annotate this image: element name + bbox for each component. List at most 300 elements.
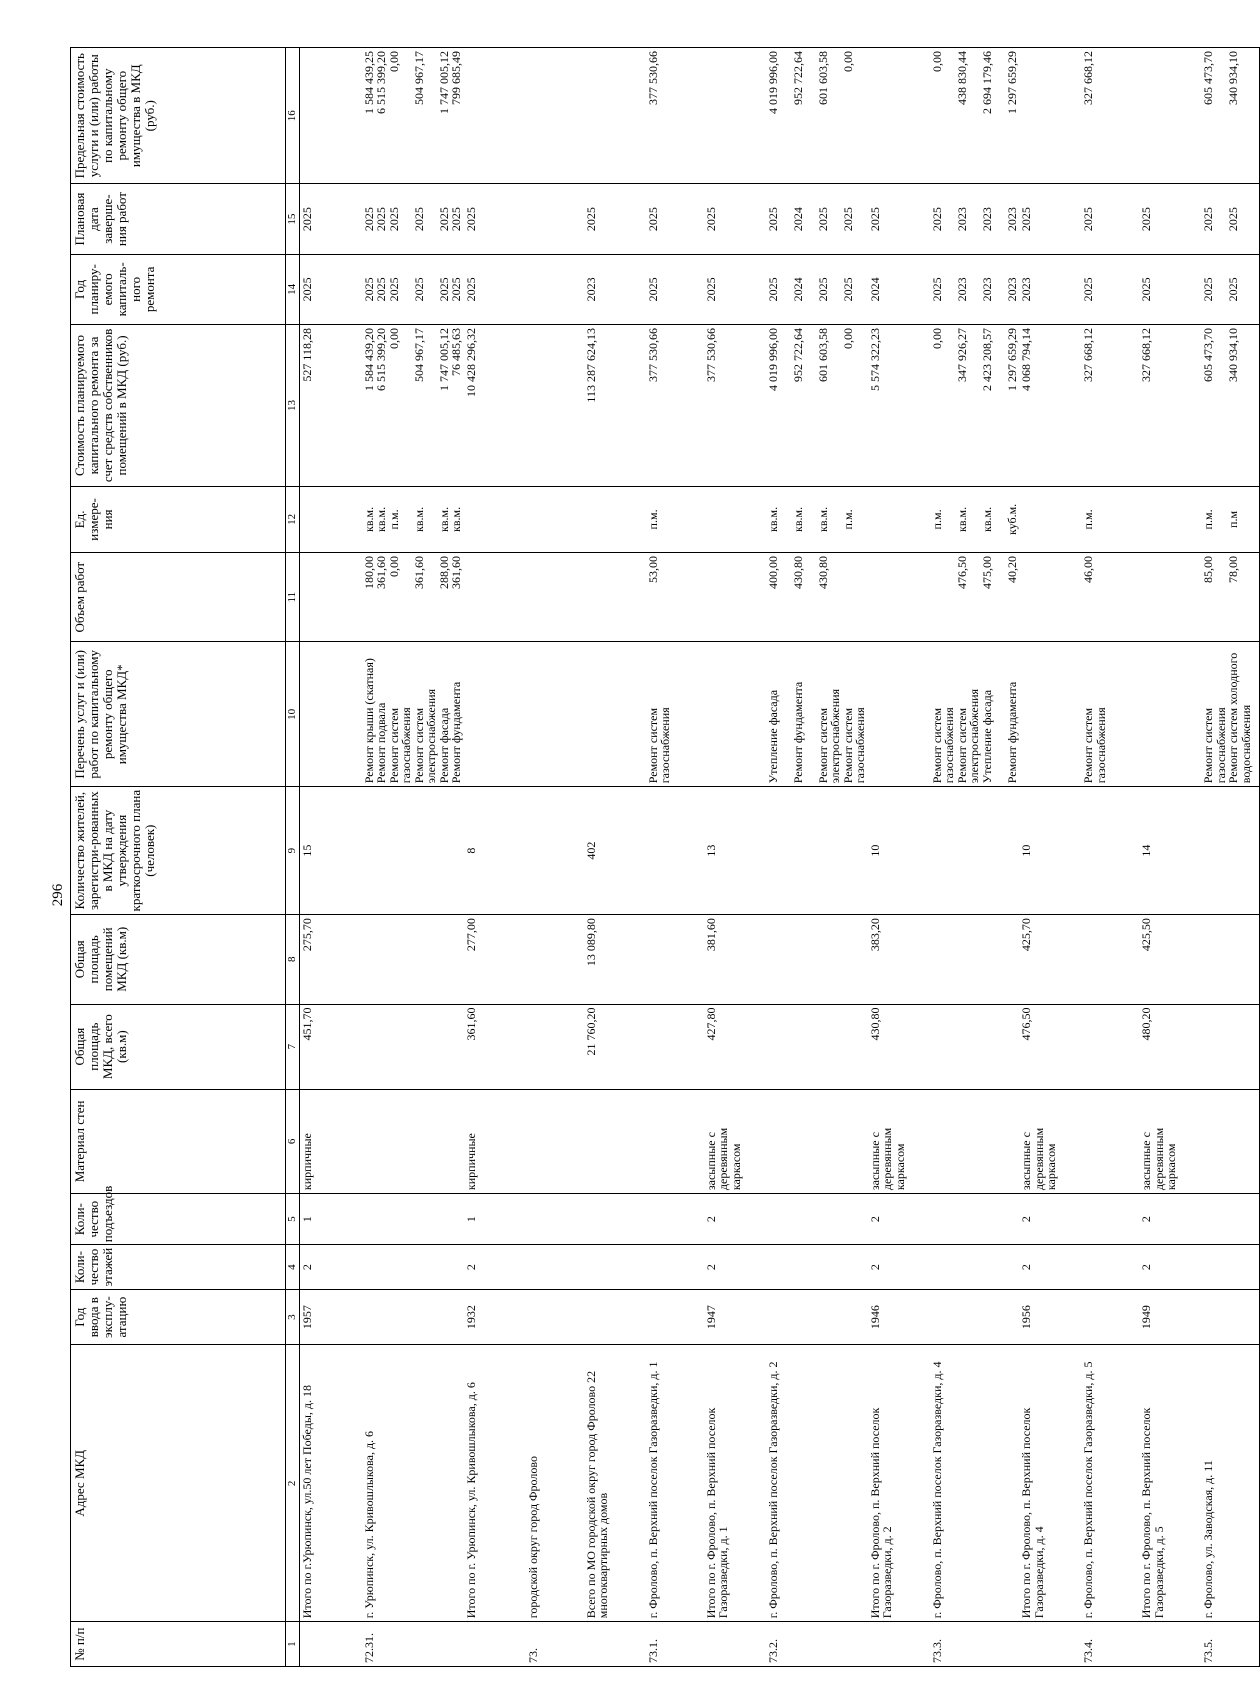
table-cell-col-13 xyxy=(930,325,1020,487)
table-row xyxy=(868,48,930,1667)
cell-line: кв.м. xyxy=(361,506,376,532)
cell-line: Итого по г. Фролово, п. Верхний поселок Газоразведки, д. 5 xyxy=(1139,1407,1166,1619)
cell-line: 430,80 xyxy=(867,1007,882,1041)
cell-line: 10 xyxy=(1019,844,1033,857)
cell-line: г. Фролово, ул. Заводская, д. 11 xyxy=(1201,1460,1215,1619)
cell-line xyxy=(869,1625,882,1663)
cell-line: 2 xyxy=(1019,1216,1033,1223)
cell-line: куб.м. xyxy=(1004,503,1019,536)
table-row xyxy=(584,48,646,1667)
cell-line xyxy=(527,556,540,638)
cell-line xyxy=(363,1248,376,1286)
cell-line: 952 722,64 xyxy=(790,328,805,383)
table-cell-col-16 xyxy=(464,48,526,184)
table-row xyxy=(704,48,766,1667)
table-cell-col-1 xyxy=(1139,1622,1201,1667)
cell-line xyxy=(1020,1625,1033,1663)
table-cell-col-13 xyxy=(1081,325,1139,487)
table-cell-col-9 xyxy=(766,787,868,915)
cell-line xyxy=(585,1248,598,1286)
table-cell-col-7 xyxy=(930,1004,1020,1089)
header-row xyxy=(71,48,286,1667)
table-cell-col-4 xyxy=(362,1245,464,1290)
cell-line xyxy=(931,1248,944,1286)
cell-line xyxy=(1202,790,1215,911)
cell-line: 0,00 xyxy=(840,328,855,350)
cell-line: 361,60 xyxy=(463,1007,478,1041)
cell-line: Ремонт систем электроснабжения xyxy=(954,688,981,784)
column-number-13: 13 xyxy=(286,325,300,487)
cell-line xyxy=(931,790,944,911)
table-cell-col-12 xyxy=(1019,486,1081,552)
table-cell-col-16 xyxy=(300,48,362,184)
page-number-text: 296 xyxy=(50,883,66,907)
table-cell-col-2 xyxy=(584,1345,646,1622)
table-cell-col-14 xyxy=(464,254,526,324)
cell-line: 451,70 xyxy=(300,1007,314,1041)
cell-line: 6 515 399,20 xyxy=(374,51,388,114)
cell-line: 2 423 208,57 xyxy=(979,328,994,392)
cell-line: 0,00 xyxy=(386,555,401,577)
cell-line: 1 747 005,12 xyxy=(436,51,451,114)
cell-line: 475,00 xyxy=(979,555,994,589)
table-cell-col-2 xyxy=(464,1345,526,1622)
cell-line: 40,20 xyxy=(1004,555,1019,583)
cell-line: 2025 xyxy=(1226,207,1240,232)
cell-line: 1 xyxy=(300,1216,314,1223)
cell-line: 8 xyxy=(463,847,478,854)
cell-line: Ремонт фундамента xyxy=(790,681,805,784)
cell-line: 2 xyxy=(703,1216,718,1223)
table-cell-col-16 xyxy=(1019,48,1081,184)
cell-line: 2025 xyxy=(436,277,451,302)
cell-line: 427,80 xyxy=(703,1007,718,1041)
cell-line: 2025 xyxy=(300,277,314,302)
table-cell-col-10 xyxy=(584,642,646,787)
table-cell-col-5 xyxy=(1139,1194,1201,1245)
table-cell-col-10 xyxy=(930,642,1020,787)
table-cell-col-1 xyxy=(526,1622,584,1667)
cell-line xyxy=(931,556,944,638)
table-cell-col-7 xyxy=(766,1004,868,1089)
table-cell-col-12 xyxy=(646,486,704,552)
cell-line: 5 574 322,23 xyxy=(867,328,882,392)
table-cell-col-11 xyxy=(526,552,584,641)
table-cell-col-9 xyxy=(930,787,1020,915)
column-header-10: Перечень услуг и (или) работ по капитальному ремонту общего имущества МКД* xyxy=(71,642,286,787)
cell-line xyxy=(400,258,413,321)
cell-line: Итого по г.Урюпинск, ул.50 лет Победы, д. 18 xyxy=(300,1384,314,1619)
cell-line: 2025 xyxy=(703,277,718,302)
cell-line xyxy=(767,790,780,911)
cell-line: п.м. xyxy=(386,509,401,530)
cell-line xyxy=(842,556,855,638)
cell-line: 2025 xyxy=(929,207,944,232)
cell-line xyxy=(943,187,956,250)
cell-line xyxy=(647,918,660,1000)
cell-line xyxy=(585,490,598,549)
table-cell-col-10 xyxy=(1019,642,1081,787)
cell-line: 2025 xyxy=(411,207,426,232)
table-cell-col-4 xyxy=(868,1245,930,1290)
table-cell-col-7 xyxy=(1139,1004,1201,1089)
table-cell-col-11 xyxy=(584,552,646,641)
table-cell-col-9 xyxy=(704,787,766,915)
table-cell-col-15 xyxy=(300,184,362,254)
cell-line xyxy=(647,1248,660,1286)
table-cell-col-15 xyxy=(1019,184,1081,254)
cell-line: 0,00 xyxy=(386,328,401,350)
column-header-6: Материал стен xyxy=(71,1089,286,1193)
cell-line: кв.м. xyxy=(436,506,451,532)
cell-line: 10 xyxy=(867,844,882,857)
table-cell-col-2 xyxy=(300,1345,362,1622)
table-cell-col-3 xyxy=(646,1289,704,1344)
cell-line: 2024 xyxy=(790,207,805,232)
table-cell-col-4 xyxy=(464,1245,526,1290)
cell-line xyxy=(585,1197,598,1241)
cell-line: 2025 xyxy=(463,207,478,232)
cell-line xyxy=(854,187,867,250)
cell-line xyxy=(1202,918,1215,1000)
cell-line: 527 118,28 xyxy=(300,328,314,382)
cell-line xyxy=(804,328,817,483)
table-cell-col-13 xyxy=(464,325,526,487)
column-number-15: 15 xyxy=(286,184,300,254)
column-header-13: Стоимость планируемого капитального ремонта за счет средств собственников помещений в МКД (руб.) xyxy=(71,325,286,487)
table-cell-col-16 xyxy=(704,48,766,184)
cell-line: 2025 xyxy=(840,207,855,232)
cell-line: 2025 xyxy=(703,207,718,232)
table-cell-col-10 xyxy=(362,642,464,787)
table-cell-col-3 xyxy=(300,1289,362,1344)
cell-line: 78,00 xyxy=(1226,555,1240,583)
cell-line: 2 xyxy=(1139,1264,1153,1271)
cell-line xyxy=(647,1197,660,1241)
cell-line xyxy=(363,1093,376,1190)
cell-line xyxy=(1140,51,1153,180)
cell-line: Ремонт фундамента xyxy=(1004,681,1019,784)
cell-line xyxy=(804,51,817,180)
table-cell-col-8 xyxy=(584,915,646,1004)
cell-line: 46,00 xyxy=(1081,555,1095,583)
table-cell-col-11 xyxy=(300,552,362,641)
cell-line xyxy=(869,556,882,638)
column-number-8: 8 xyxy=(286,915,300,1004)
cell-line: 14 xyxy=(1139,844,1153,857)
cell-line: 476,50 xyxy=(1019,1007,1033,1041)
table-cell-col-2 xyxy=(868,1345,930,1622)
cell-line: Утепление фасада xyxy=(765,689,780,784)
cell-line xyxy=(1020,51,1033,180)
cell-line: 400,00 xyxy=(765,555,780,589)
column-number-14: 14 xyxy=(286,254,300,324)
cell-line: 377 530,66 xyxy=(645,51,660,105)
cell-line: 504 967,17 xyxy=(411,328,426,383)
column-header-11: Объем работ xyxy=(71,552,286,641)
cell-line: 1932 xyxy=(463,1305,478,1330)
table-cell-col-8 xyxy=(1019,915,1081,1004)
cell-line xyxy=(968,556,981,638)
column-number-7: 7 xyxy=(286,1004,300,1089)
cell-line: 480,20 xyxy=(1139,1007,1153,1041)
cell-line: 361,60 xyxy=(374,555,388,589)
cell-line xyxy=(1082,1093,1095,1190)
column-number-3: 3 xyxy=(286,1289,300,1344)
cell-line: 1 xyxy=(463,1216,478,1223)
cell-line xyxy=(767,1093,780,1190)
cell-line xyxy=(400,187,413,250)
cell-line xyxy=(943,51,956,180)
table-cell-col-14 xyxy=(930,254,1020,324)
table-cell-col-5 xyxy=(930,1194,1020,1245)
cell-line xyxy=(993,258,1006,321)
table-cell-col-3 xyxy=(584,1289,646,1344)
table-cell-col-5 xyxy=(362,1194,464,1245)
table-cell-col-8 xyxy=(526,915,584,1004)
cell-line: 2023 xyxy=(1004,207,1019,232)
cell-line: Ремонт систем газоснабжения xyxy=(1081,707,1108,784)
table-cell-col-3 xyxy=(362,1289,464,1344)
cell-line: 2025 xyxy=(1201,207,1215,232)
cell-line: 2023 xyxy=(954,207,969,232)
table-cell-col-3 xyxy=(526,1289,584,1344)
cell-line xyxy=(869,490,882,549)
cell-line: кв.м. xyxy=(765,506,780,532)
cell-line: 1 297 659,29 xyxy=(1004,328,1019,392)
table-cell-col-6 xyxy=(300,1089,362,1193)
cell-line: Ремонт подвала xyxy=(374,702,388,784)
cell-line: Ремонт крыши (скатная) xyxy=(361,658,376,784)
cell-line: 85,00 xyxy=(1201,555,1215,583)
cell-line: Ремонт фасада xyxy=(436,707,451,784)
cell-line: 4 019 996,00 xyxy=(765,51,780,114)
cell-line xyxy=(968,490,981,549)
cell-line xyxy=(465,1625,478,1663)
table-cell-col-12 xyxy=(300,486,362,552)
cell-line: Ремонт систем газоснабжения xyxy=(840,707,867,784)
table-cell-col-6 xyxy=(464,1089,526,1193)
table-cell-col-11 xyxy=(1139,552,1201,641)
cell-line: г. Фролово, п. Верхний поселок Газоразведки, д. 2 xyxy=(765,1361,780,1619)
table-cell-col-9 xyxy=(1019,787,1081,915)
cell-line: 2025 xyxy=(1139,207,1153,232)
table-row xyxy=(1139,48,1201,1667)
table-cell-col-3 xyxy=(1081,1289,1139,1344)
table-cell-col-1 xyxy=(584,1622,646,1667)
table-cell-col-13 xyxy=(868,325,930,487)
cell-line: 73.1. xyxy=(645,1639,660,1663)
cell-line xyxy=(585,1293,598,1341)
cell-line: г. Фролово, п. Верхний поселок Газоразведки, д. 1 xyxy=(645,1361,660,1619)
table-cell-col-12 xyxy=(526,486,584,552)
table-cell-col-3 xyxy=(868,1289,930,1344)
cell-line: 2025 xyxy=(300,207,314,232)
table-cell-col-9 xyxy=(584,787,646,915)
cell-line: 1 584 439,25 xyxy=(361,51,376,114)
cell-line: 327 668,12 xyxy=(1081,328,1095,383)
table-cell-col-14 xyxy=(1139,254,1201,324)
cell-line: 13 089,80 xyxy=(583,918,598,967)
table-cell-col-14 xyxy=(704,254,766,324)
cell-line xyxy=(527,187,540,250)
table-cell-col-13 xyxy=(362,325,464,487)
table-cell-col-1 xyxy=(1081,1622,1139,1667)
table-cell-col-14 xyxy=(584,254,646,324)
column-header-9: Количество жителей, зарегистри-рованных в МКД на дату утверждения краткосрочного плана (человек) xyxy=(71,787,286,915)
cell-line xyxy=(1202,1093,1215,1190)
cell-line: 952 722,64 xyxy=(790,51,805,105)
cell-line: 2025 xyxy=(449,207,463,232)
cell-line xyxy=(705,51,718,180)
cell-line: 504 967,17 xyxy=(411,51,426,105)
cell-line: Утепление фасада xyxy=(979,689,994,784)
table-cell-col-14 xyxy=(362,254,464,324)
column-number-4: 4 xyxy=(286,1245,300,1290)
cell-line xyxy=(1140,556,1153,638)
table-cell-col-7 xyxy=(464,1004,526,1089)
cell-line xyxy=(779,258,792,321)
cell-line: 2025 xyxy=(374,277,388,302)
cell-line xyxy=(1082,1197,1095,1241)
table-cell-col-11 xyxy=(766,552,868,641)
cell-line: 2025 xyxy=(449,277,463,302)
table-cell-col-8 xyxy=(1139,915,1201,1004)
cell-line xyxy=(647,1293,660,1341)
cell-line xyxy=(1082,790,1095,911)
table-cell-col-5 xyxy=(704,1194,766,1245)
table-cell-col-6 xyxy=(584,1089,646,1193)
cell-line: 2025 xyxy=(374,207,388,232)
table-cell-col-14 xyxy=(1201,254,1259,324)
table-cell-col-11 xyxy=(704,552,766,641)
table-cell-col-15 xyxy=(930,184,1020,254)
cell-line: 72.31. xyxy=(361,1633,376,1663)
table-cell-col-5 xyxy=(300,1194,362,1245)
table-body xyxy=(300,48,1260,1667)
table-cell-col-13 xyxy=(526,325,584,487)
table-cell-col-7 xyxy=(868,1004,930,1089)
table-cell-col-1 xyxy=(930,1622,1020,1667)
table-cell-col-6 xyxy=(526,1089,584,1193)
cell-line: 2 xyxy=(867,1264,882,1271)
cell-line: Ремонт систем газоснабжения xyxy=(1201,707,1228,784)
cell-line xyxy=(943,328,956,483)
cell-line xyxy=(993,490,1006,549)
cell-line: 76 485,63 xyxy=(449,328,463,377)
table-cell-col-2 xyxy=(646,1345,704,1622)
cell-line: Всего по МО городской округ город Фролово 22 многоквартирных домов xyxy=(583,1370,610,1619)
cell-line: 113 287 624,13 xyxy=(583,328,598,403)
column-number-row xyxy=(286,48,300,1667)
table-cell-col-16 xyxy=(1139,48,1201,184)
table-cell-col-11 xyxy=(646,552,704,641)
cell-line xyxy=(585,1093,598,1190)
table-cell-col-4 xyxy=(1081,1245,1139,1290)
table-cell-col-13 xyxy=(1139,325,1201,487)
table-cell-col-5 xyxy=(766,1194,868,1245)
table-cell-col-16 xyxy=(362,48,464,184)
cell-line: городской округ город Фролово xyxy=(525,1456,540,1619)
table-row xyxy=(766,48,868,1667)
cell-line xyxy=(767,918,780,1000)
table-cell-col-6 xyxy=(766,1089,868,1193)
cell-line: 327 668,12 xyxy=(1139,328,1153,383)
cell-line: 73.2. xyxy=(765,1639,780,1663)
cell-line: 2 xyxy=(1019,1264,1033,1271)
cell-line: Итого по г. Фролово, п. Верхний поселок Газоразведки, д. 4 xyxy=(1019,1407,1046,1619)
table-cell-col-15 xyxy=(362,184,464,254)
column-number-9: 9 xyxy=(286,787,300,915)
cell-line xyxy=(363,790,376,911)
table-cell-col-5 xyxy=(646,1194,704,1245)
table-cell-col-13 xyxy=(1019,325,1081,487)
column-number-12: 12 xyxy=(286,486,300,552)
table-cell-col-14 xyxy=(868,254,930,324)
table-cell-col-2 xyxy=(1019,1345,1081,1622)
cell-line: г. Фролово, п. Верхний поселок Газоразведки, д. 5 xyxy=(1081,1361,1095,1619)
table-cell-col-16 xyxy=(930,48,1020,184)
cell-line xyxy=(585,1625,598,1663)
table-cell-col-1 xyxy=(704,1622,766,1667)
cell-line xyxy=(363,1293,376,1341)
cell-line: 2025 xyxy=(361,207,376,232)
cell-line xyxy=(804,556,817,638)
cell-line: 2025 xyxy=(1019,207,1033,232)
table-cell-col-7 xyxy=(646,1004,704,1089)
cell-line: 2025 xyxy=(463,277,478,302)
table-cell-col-8 xyxy=(868,915,930,1004)
cell-line xyxy=(465,645,478,783)
table-cell-col-12 xyxy=(362,486,464,552)
cell-line: кв.м. xyxy=(449,506,463,532)
column-header-2: Адрес МКД xyxy=(71,1345,286,1622)
table-cell-col-4 xyxy=(766,1245,868,1290)
table-cell-col-5 xyxy=(526,1194,584,1245)
cell-line: 73.5. xyxy=(1201,1639,1215,1663)
cell-line: 2025 xyxy=(815,207,830,232)
cell-line xyxy=(400,490,413,549)
table-cell-col-4 xyxy=(300,1245,362,1290)
cell-line: 2025 xyxy=(840,277,855,302)
table-cell-col-3 xyxy=(464,1289,526,1344)
cell-line: Ремонт систем газоснабжения xyxy=(929,707,956,784)
table-cell-col-14 xyxy=(1019,254,1081,324)
cell-line: 430,80 xyxy=(790,555,805,589)
page-number xyxy=(50,47,66,1667)
table-row xyxy=(1081,48,1139,1667)
table-row xyxy=(1019,48,1081,1667)
table-cell-col-15 xyxy=(1139,184,1201,254)
table-cell-col-11 xyxy=(1201,552,1259,641)
cell-line: 2025 xyxy=(645,277,660,302)
cell-line: 2025 xyxy=(386,277,401,302)
cell-line: 2025 xyxy=(815,277,830,302)
cell-line: кв.м. xyxy=(790,506,805,532)
cell-line: 2023 xyxy=(979,277,994,302)
cell-line: 21 760,20 xyxy=(583,1007,598,1056)
cell-line xyxy=(465,490,478,549)
cell-line: 605 473,70 xyxy=(1201,328,1215,383)
cell-line: 383,20 xyxy=(867,918,882,952)
cell-line xyxy=(829,51,842,180)
table-cell-col-12 xyxy=(1139,486,1201,552)
cell-line xyxy=(465,556,478,638)
cell-line: 10 428 296,32 xyxy=(463,328,478,398)
table-cell-col-12 xyxy=(1201,486,1259,552)
table-cell-col-11 xyxy=(362,552,464,641)
cell-line xyxy=(301,1625,314,1663)
